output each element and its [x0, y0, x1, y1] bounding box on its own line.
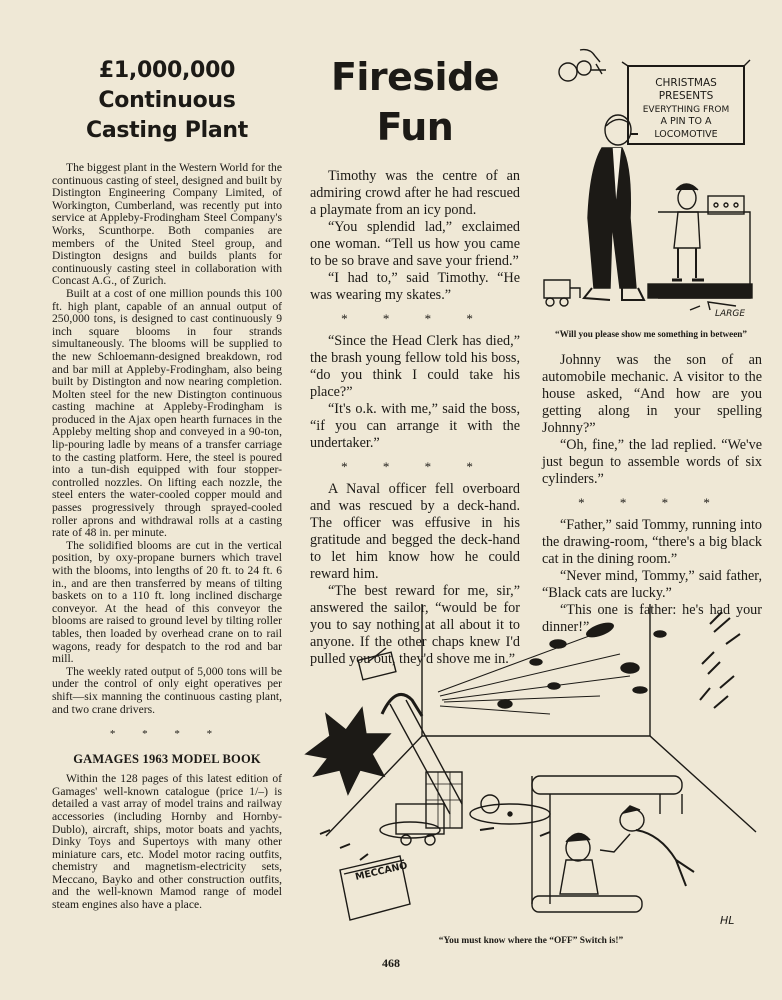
- shop-cartoon-drawing: [540, 48, 762, 318]
- column-title-line2: Fun: [376, 105, 454, 149]
- cartoonist-signature: LARGE: [714, 309, 746, 318]
- jokes-list: [310, 168, 520, 668]
- joke-divider: * * * *: [578, 495, 726, 510]
- joke-line: Timothy was the centre of an admiring crowd after he had rescued a playmate from an icy pond.: [310, 168, 520, 218]
- jokes-list: [542, 352, 762, 636]
- section-divider: * * * *: [109, 728, 225, 741]
- sign-line-4: A PIN TO A: [660, 116, 712, 127]
- shop-cartoon: [540, 48, 762, 318]
- article-paragraph: The weekly rated output of 5,000 tons will be under the control of only eight operatives per shift—six manning the continuous casting plant, and two crane drivers.: [52, 664, 282, 716]
- article-title-line2: Casting Plant: [85, 118, 248, 143]
- article-title: [52, 56, 282, 146]
- workshop-cartoon-drawing: [300, 604, 762, 932]
- article-paragraph: The biggest plant in the Western World for the continuous casting of steel, designed and built by Distington Engineering Company Limited, of Workington, Cumberland, was recently put into service at Appleby-Frodingham Steel Company's Works, Scunthorpe. Both companies are members of the United Steel group, and Distington designs and builds plants for continuously casting steel in collaboration with Concast A.G., of Zurich.: [52, 161, 282, 288]
- joke-line: “This one is father: he's had your dinner!”: [542, 602, 762, 635]
- column-title: [310, 52, 520, 152]
- workshop-cartoon: [300, 604, 762, 932]
- section-body: [52, 773, 282, 912]
- article-title-line1: £1,000,000 Continuous: [98, 58, 236, 113]
- workshop-cartoon-caption: “You must know where the “OFF” Switch is!”: [438, 936, 624, 946]
- sign-line-5: LOCOMOTIVE: [654, 129, 718, 140]
- joke-line: “You splendid lad,” exclaimed one woman. “Tell us how you came to be so brave and save your friend.”: [310, 219, 520, 269]
- article-paragraph: Built at a cost of one million pounds this 100 ft. high plant, capable of an annual output of 250,000 tons, is designed to cast continuously 9 inch square blooms in four strands simultaneously. The blooms will be supplied to the new Schloemann-designed breakdown, rod and bar mill at Appleby-Frodingham, also being built by Distington and now nearing completion. Molten steel for the new Distington continuous casting machine at Appleby-Frodingham is produced in the Ajax open hearth furnaces in the Appleby melting shop and conveyed in a 90-ton, lip-pouring ladle by means of a transfer carriage to the casting platform. Here, the steel is poured into a tun-dish equipped with four stopper-controlled nozzles. On lifting each nozzle, the steel enters the water-cooled copper mould and passes progressively through sprayed-cooled roller aprons and withdrawal rolls at a casting rate of 48 in. per minute.: [52, 286, 282, 540]
- middle-column: [310, 52, 520, 668]
- joke-line: “Oh, fine,” the lad replied. “We've just begun to assemble words of six cylinders.”: [542, 437, 762, 487]
- right-column: [542, 352, 762, 636]
- sign-line-3: EVERYTHING FROM: [642, 105, 730, 115]
- meccano-box-label: MECCANO: [354, 860, 409, 883]
- joke-line: “Father,” said Tommy, running into the drawing-room, “there's a big black cat in the dining room.”: [542, 517, 762, 567]
- section-paragraph: Within the 128 pages of this latest edition of Gamages' well-known catalogue (price 1/–) is detailed a vast array of model trains and railway accessories (including Hornby and Hornby-Dublo), aircraft, ships, motor boats and yachts, Dinky Toys and Supertoys with many other miniature cars, etc. Model motor racing outfits, chemistry and magnetism-electricity sets, Meccano, Bayko and other construction outfits, and the well-known Mamod range of model steam engines also have a place.: [52, 772, 282, 912]
- sign-line-1: CHRISTMAS: [655, 77, 717, 89]
- joke-line: “Since the Head Clerk has died,” the brash young fellow told his boss, “do you think I could take his place?”: [310, 333, 520, 400]
- sign-line-2: PRESENTS: [658, 90, 714, 102]
- joke-line: “It's o.k. with me,” said the boss, “if you can arrange it with the undertaker.”: [310, 401, 520, 451]
- cartoonist-signature: HL: [720, 914, 735, 927]
- article-paragraph: The solidified blooms are cut in the vertical position, by oxy-propane burners which travel with the blooms, into lengths of 20 ft. to 24 ft. 6 in., and are then transferred by means of tilting baskets on to a 110 ft. long inclined discharge conveyor. At the head of this conveyor the blooms are raised to ground level by tilting roller tables, then loaded by overhead crane on to rail wagons, ready for despatch to the rod and bar mill.: [52, 538, 282, 666]
- section-heading: GAMAGES 1963 MODEL BOOK: [73, 752, 261, 767]
- page-number: 468: [382, 956, 400, 970]
- joke-divider: * * * *: [341, 459, 489, 474]
- joke-line: Johnny was the son of an automobile mechanic. A visitor to the house asked, “And how are you getting along in your spelling Johnny?”: [542, 352, 762, 436]
- left-column: [52, 56, 282, 912]
- joke-line: “I had to,” said Timothy. “He was wearing my skates.”: [310, 270, 520, 303]
- article-body: [52, 162, 282, 716]
- joke: [310, 333, 520, 452]
- column-title-line1: Fireside: [330, 55, 500, 99]
- joke-divider: * * * *: [341, 311, 489, 326]
- joke-line: “Never mind, Tommy,” said father, “Black cats are lucky.”: [542, 568, 762, 601]
- shop-cartoon-caption: “Will you please show me something in between”: [554, 329, 747, 339]
- joke: [542, 352, 762, 488]
- joke-line: “The best reward for me, sir,” answered the sailor, “would be for you to say nothing at all about it to anyone. If the other chaps knew I'd pulled you out, they'd shove me in.”: [310, 583, 520, 667]
- joke: [310, 168, 520, 304]
- joke-line: A Naval officer fell overboard and was rescued by a deck-hand. The officer was effusive in his gratitude and begged the deck-hand to let him know how he could reward him.: [310, 481, 520, 582]
